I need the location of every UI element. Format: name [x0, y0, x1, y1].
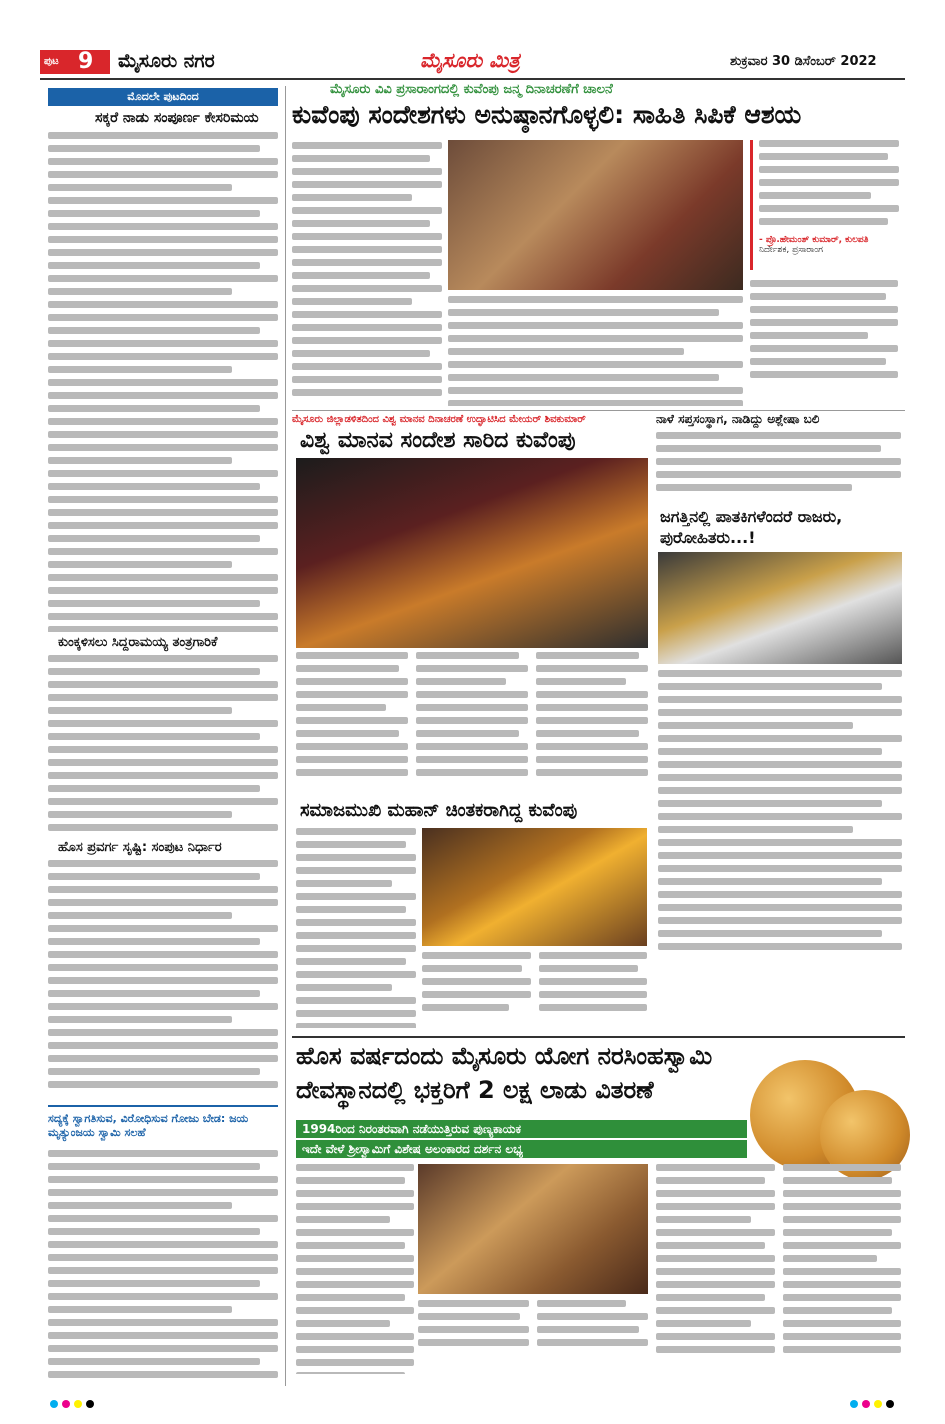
vishwa-kicker: ಮೈಸೂರು ಜಿಲ್ಲಾಡಳಿತದಿಂದ ವಿಶ್ವ ಮಾನವ ದಿನಾಚರಣೆ ಉದ್ಘಾಟಿಸಿದ ಮೇಯರ್ ಶಿವಕುಮಾರ್ [292, 414, 586, 425]
story2-headline: ಕುಂಕ್ಕಳಿಸಲು ಸಿದ್ದರಾಮಯ್ಯ ತಂತ್ರಗಾರಿಕೆ [58, 635, 218, 650]
continued-tag: ಮೊದಲೇ ಪುಟದಿಂದ [48, 88, 278, 106]
quote-role: ನಿರ್ದೇಶಕ, ಪ್ರಸಾರಾಂಗ [759, 245, 824, 255]
top-story-kicker: ಮೈಸೂರು ವಿವಿ ಪ್ರಸಾರಾಂಗದಲ್ಲಿ ಕುವೆಂಪು ಜನ್ಮ ದಿನಾಚರಣೆಗೆ ಚಾಲನೆ [330, 82, 613, 97]
vishwa-photo [296, 458, 648, 648]
top-story-photo [448, 140, 743, 290]
bottom-body-col2 [418, 1300, 648, 1375]
bottom-photo [418, 1164, 648, 1294]
jagattu-photo [658, 552, 902, 664]
top-story-headline: ಕುವೆಂಪು ಸಂದೇಶಗಳು ಅನುಷ್ಠಾನಗೊಳ್ಳಲಿ: ಸಾಹಿತಿ ಸಿಪಿಕೆ ಆಶಯ [292, 100, 802, 129]
left-divider [48, 1105, 278, 1107]
bottom-headline-line1: ಹೊಸ ವರ್ಷದಂದು ಮೈಸೂರು ಯೋಗ ನರಸಿಂಹಸ್ವಾಮಿ [296, 1042, 713, 1070]
story3-body [48, 860, 278, 1100]
vishwa-headline: ವಿಶ್ವ ಮಾನವ ಸಂದೇಶ ಸಾರಿದ ಕುವೆಂಪು [300, 428, 576, 453]
story1-body [48, 132, 278, 632]
issue-date: ಶುಕ್ರವಾರ 30 ಡಿಸೆಂಬರ್ 2022 [730, 54, 877, 69]
jagattu-body [658, 670, 902, 950]
top-story-body-col3 [750, 280, 898, 406]
samajamukhi-body-col2 [422, 952, 647, 1032]
registration-dot-cyan-2 [850, 1400, 858, 1408]
row-divider-1 [292, 410, 905, 411]
top-story-quote [750, 140, 901, 270]
registration-dot-yellow-2 [874, 1400, 882, 1408]
samajamukhi-headline: ಸಮಾಜಮುಖಿ ಮಹಾನ್ ಚಿಂತಕರಾಗಿದ್ದ ಕುವೆಂಪು [300, 800, 578, 821]
registration-dot-yellow [74, 1400, 82, 1408]
page-label: ಪುಟ [44, 56, 59, 67]
masthead: ಮೈಸೂರು ಮಿತ್ರ [420, 48, 520, 72]
bottom-body-col3 [656, 1164, 901, 1374]
registration-dot-black-2 [886, 1400, 894, 1408]
registration-dot-magenta-2 [862, 1400, 870, 1408]
header-rule [40, 78, 905, 80]
registration-dot-black [86, 1400, 94, 1408]
registration-dot-magenta [62, 1400, 70, 1408]
story4-body [48, 1150, 278, 1380]
section-title: ಮೈಸೂರು ನಗರ [118, 50, 215, 72]
top-story-body-col1 [292, 142, 442, 402]
registration-dot-cyan [50, 1400, 58, 1408]
page-number: 9 [78, 49, 94, 74]
quote-author: - ಪ್ರೊ.ಹೇಮಂತ್ ಕುಮಾರ್, ಕುಲಪತಿ [759, 235, 869, 245]
saptasansthe-body [656, 432, 901, 497]
bottom-bullet-1: 1994ರಿಂದ ನಿರಂತರವಾಗಿ ನಡೆಯುತ್ತಿರುವ ಪುಣ್ಯಕಾಯಕ [296, 1120, 747, 1138]
column-divider [285, 86, 286, 1386]
vishwa-body [296, 652, 648, 792]
samajamukhi-photo [422, 828, 647, 946]
bottom-headline-line2: ದೇವಸ್ಥಾನದಲ್ಲಿ ಭಕ್ತರಿಗೆ 2 ಲಕ್ಷ ಲಾಡು ವಿತರಣೆ [296, 1076, 654, 1104]
row-divider-2 [292, 1036, 905, 1038]
story3-headline: ಹೊಸ ಪ್ರವರ್ಗ ಸೃಷ್ಟಿ: ಸಂಪುಟ ನಿರ್ಧಾರ [58, 840, 222, 855]
saptasansthe-headline: ನಾಳೆ ಸಪ್ತಸಂಸ್ಥಾಗ, ನಾಡಿದ್ದು ಅಶ್ಲೇಷಾ ಬಲಿ [656, 412, 820, 426]
jagattu-headline: ಜಗತ್ತಿನಲ್ಲಿ ಪಾತಕಿಗಳೆಂದರೆ ರಾಜರು, ಪುರೋಹಿತರು...! [660, 507, 843, 547]
bottom-body-col1 [296, 1164, 414, 1374]
samajamukhi-body-col1 [296, 828, 416, 1028]
page-number-badge [40, 50, 110, 74]
story1-headline: ಸಕ್ಕರೆ ನಾಡು ಸಂಪೂರ್ಣ ಕೇಸರಿಮಯ [95, 110, 259, 126]
story2-body [48, 655, 278, 835]
bottom-bullet-2: ಇದೇ ವೇಳೆ ಶ್ರೀಸ್ವಾಮಿಗೆ ವಿಶೇಷ ಅಲಂಕಾರದ ದರ್ಶನ ಲಭ್ಯ [296, 1140, 747, 1158]
top-story-body-col2 [448, 296, 743, 406]
story4-headline: ಸದ್ಯಕ್ಕೆ ಸ್ವಾಗತಿಸುವ, ವಿರೋಧಿಸುವ ಗೋಜು ಬೇಡ: ಜಯ ಮೃತ್ಯುಂಜಯ ಸ್ವಾಮಿ ಸಲಹೆ [48, 1112, 249, 1139]
